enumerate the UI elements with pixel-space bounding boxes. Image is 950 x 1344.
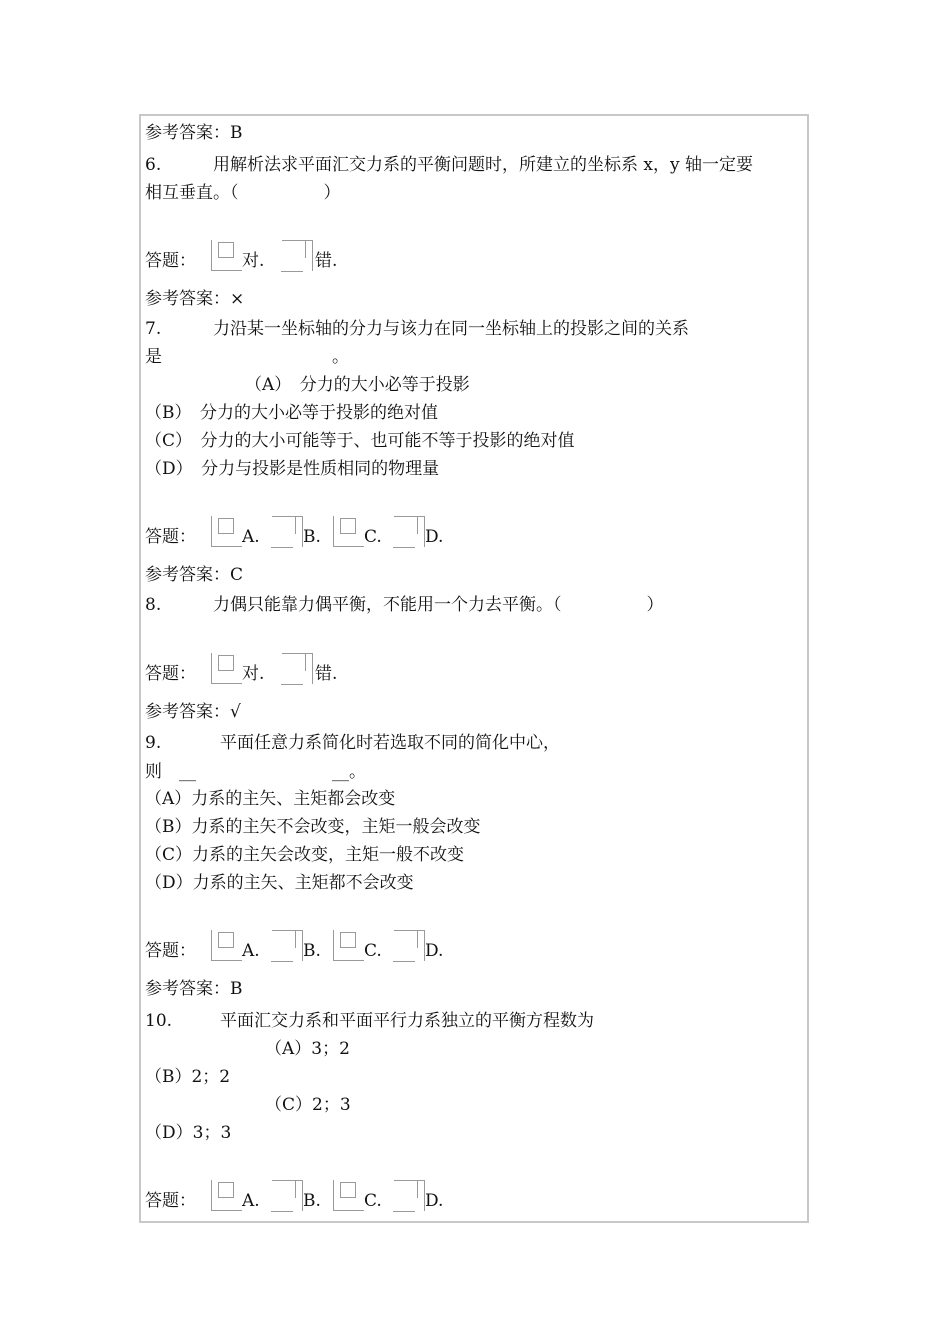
radio-c[interactable]: [333, 516, 364, 547]
question-number: 9.: [145, 733, 162, 753]
reference-answer: 参考答案：B: [145, 979, 243, 999]
choice-a: （A）力系的主矢、主矩都会改变: [145, 789, 396, 809]
answer-row: [145, 516, 465, 550]
answer-label: 答题：: [145, 941, 196, 961]
choice-a: （A） 分力的大小必等于投影: [245, 375, 470, 395]
choice-b: （B）力系的主矢不会改变，主矩一般会改变: [145, 817, 481, 837]
question-stem: 平面任意力系简化时若选取不同的简化中心，: [220, 733, 560, 753]
question-stem: 平面汇交力系和平面平行力系独立的平衡方程数为: [220, 1011, 594, 1031]
choice-c: （C）2；3: [265, 1095, 351, 1115]
answer-row: [145, 240, 445, 274]
option-c-label: C.: [364, 1191, 382, 1211]
choice-d: （D）力系的主矢、主矩都不会改变: [145, 873, 414, 893]
radio-true[interactable]: [211, 653, 242, 684]
option-true-label: 对.: [242, 251, 265, 271]
radio-c[interactable]: [333, 930, 364, 961]
choice-c: （C）力系的主矢会改变，主矩一般不改变: [145, 845, 465, 865]
radio-b[interactable]: [272, 516, 303, 547]
reference-answer: 参考答案：C: [145, 565, 244, 585]
radio-d[interactable]: [394, 1180, 425, 1211]
reference-answer: 参考答案：√: [145, 702, 241, 722]
option-true-label: 对.: [242, 664, 265, 684]
radio-d[interactable]: [394, 516, 425, 547]
radio-c[interactable]: [333, 1180, 364, 1211]
option-false-label: 错.: [315, 251, 338, 271]
option-a-label: A.: [242, 1191, 260, 1211]
option-a-label: A.: [242, 527, 260, 547]
radio-b[interactable]: [272, 930, 303, 961]
choice-d: （D） 分力与投影是性质相同的物理量: [145, 459, 440, 479]
radio-false[interactable]: [282, 240, 313, 271]
radio-b[interactable]: [272, 1180, 303, 1211]
option-false-label: 错.: [315, 664, 338, 684]
radio-a[interactable]: [211, 516, 242, 547]
option-b-label: B.: [303, 941, 321, 961]
answer-row: [145, 653, 445, 687]
answer-label: 答题：: [145, 664, 196, 684]
choice-b: （B） 分力的大小必等于投影的绝对值: [145, 403, 438, 423]
choice-b: （B）2；2: [145, 1067, 231, 1087]
choice-d: （D）3；3: [145, 1123, 232, 1143]
option-d-label: D.: [425, 527, 444, 547]
answer-row: [145, 930, 465, 964]
answer-label: 答题：: [145, 527, 196, 547]
question-number: 10.: [145, 1011, 173, 1031]
radio-true[interactable]: [211, 240, 242, 271]
question-number: 7.: [145, 319, 162, 339]
radio-a[interactable]: [211, 930, 242, 961]
choice-a: （A）3；2: [265, 1039, 350, 1059]
question-stem: 力偶只能靠力偶平衡，不能用一个力去平衡。（ ）: [213, 595, 664, 615]
reference-answer: 参考答案：B: [145, 123, 243, 143]
answer-row: [145, 1180, 465, 1214]
radio-false[interactable]: [282, 653, 313, 684]
question-stem: 用解析法求平面汇交力系的平衡问题时，所建立的坐标系 x，y 轴一定要: [213, 155, 753, 175]
reference-answer: 参考答案：×: [145, 289, 245, 309]
option-c-label: C.: [364, 941, 382, 961]
question-number: 6.: [145, 155, 162, 175]
option-b-label: B.: [303, 527, 321, 547]
answer-label: 答题：: [145, 1191, 196, 1211]
option-b-label: B.: [303, 1191, 321, 1211]
question-stem-cont: 则 __ __。: [145, 762, 366, 782]
question-number: 8.: [145, 595, 162, 615]
radio-a[interactable]: [211, 1180, 242, 1211]
option-c-label: C.: [364, 527, 382, 547]
option-d-label: D.: [425, 941, 444, 961]
option-d-label: D.: [425, 1191, 444, 1211]
question-stem-cont: 相互垂直。（ ）: [145, 183, 341, 203]
question-stem-cont: 是 。: [145, 347, 349, 367]
option-a-label: A.: [242, 941, 260, 961]
question-stem: 力沿某一坐标轴的分力与该力在同一坐标轴上的投影之间的关系: [213, 319, 689, 339]
answer-label: 答题：: [145, 251, 196, 271]
radio-d[interactable]: [394, 930, 425, 961]
choice-c: （C） 分力的大小可能等于、也可能不等于投影的绝对值: [145, 431, 575, 451]
